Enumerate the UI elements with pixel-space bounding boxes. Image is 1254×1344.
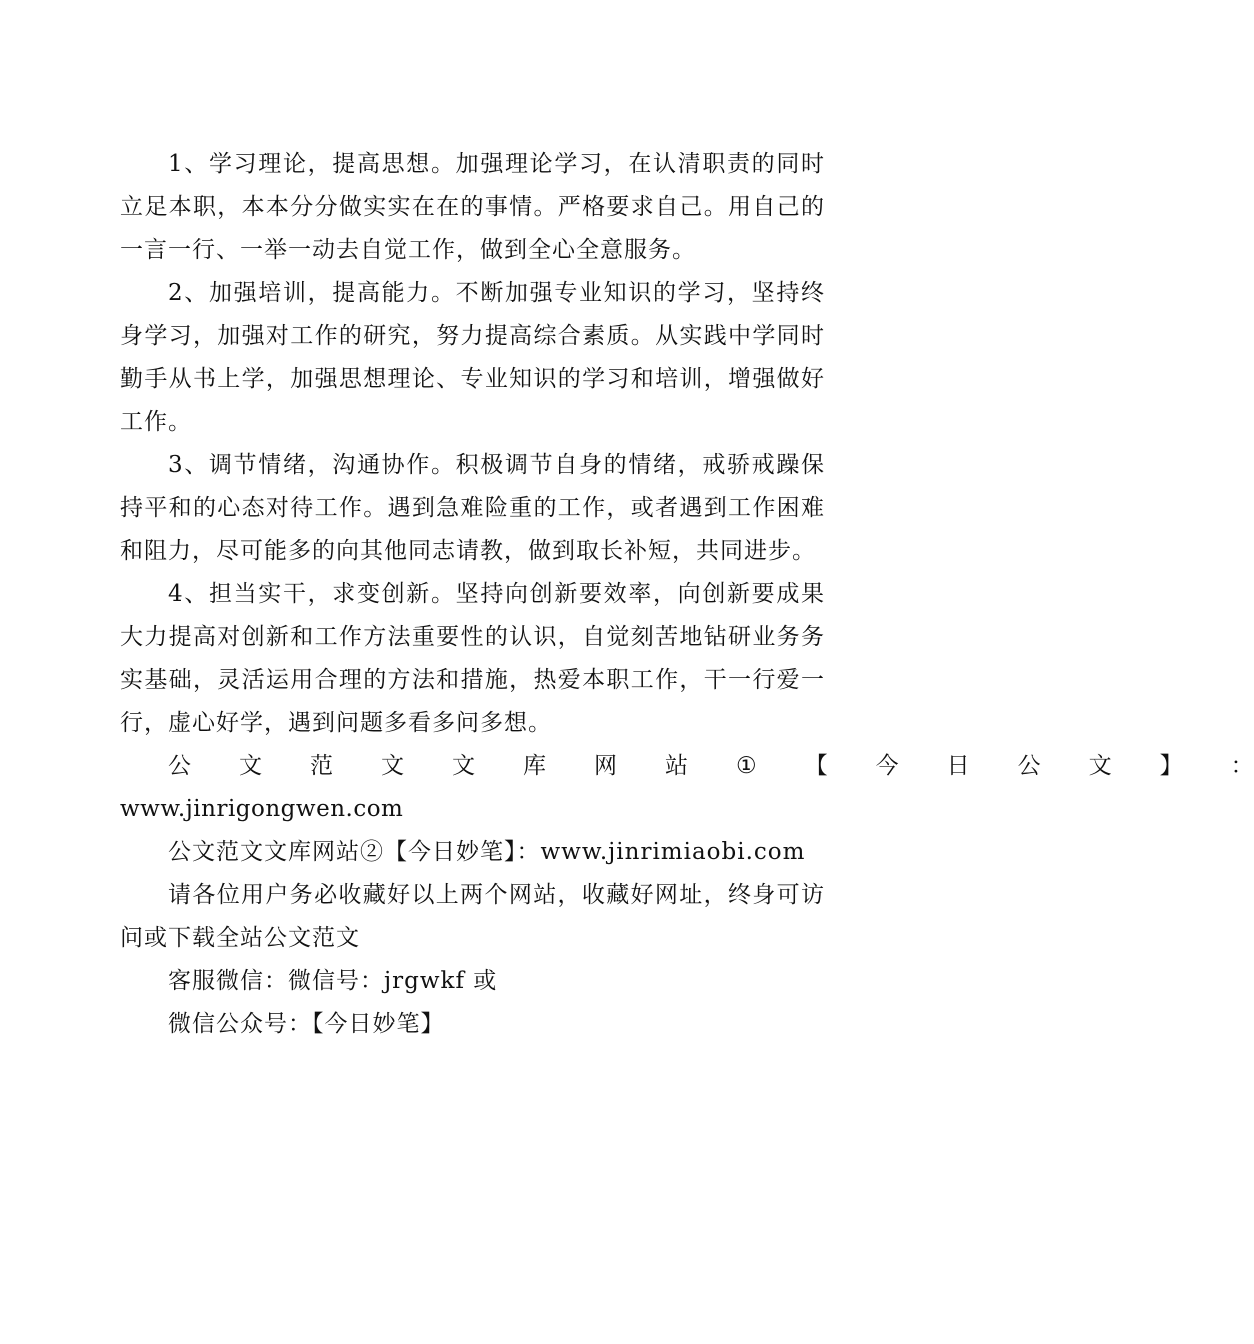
site1-char: 公 [1017, 753, 1041, 779]
site1-char: 库 [523, 753, 546, 779]
site1-char: 文 [381, 753, 404, 779]
public-account: 微信公众号：【今日妙笔】 [168, 1011, 445, 1037]
site1-char: ： [1230, 753, 1254, 779]
site1-char: 今 [875, 753, 899, 779]
site2-line: 公文范文文库网站②【今日妙笔】：www.jinrimiaobi.com [168, 839, 806, 865]
site1-char: 站 [665, 753, 688, 779]
site1-char: 】 [1159, 753, 1183, 779]
bookmark-notice: 请各位用户务必收藏好以上两个网站，收藏好网址，终身可访问或下载全站公文范文 [120, 882, 825, 951]
site1-char: ① [736, 753, 757, 779]
site1-char: 日 [946, 753, 970, 779]
site1-char: 公 [168, 753, 191, 779]
site1-char: 文 [239, 753, 262, 779]
paragraph-innovation: 4、担当实干，求变创新。坚持向创新要效率，向创新要成果大力提高对创新和工作方法重要性的认识，自觉刻苦地钻研业务务实基础，灵活运用合理的方法和措施，热爱本职工作，干一行爱一行，虚心好学，遇到问题多看多问多想。 [120, 581, 825, 736]
paragraph-strengthen-training: 2、加强培训，提高能力。不断加强专业知识的学习，坚持终身学习，加强对工作的研究，努力提高综合素质。从实践中学同时勤手从书上学，加强思想理论、专业知识的学习和培训，增强做好工作。 [120, 280, 825, 435]
paragraph-adjust-emotions: 3、调节情绪，沟通协作。积极调节自身的情绪，戒骄戒躁保持平和的心态对待工作。遇到急难险重的工作，或者遇到工作困难和阻力，尽可能多的向其他同志请教，做到取长补短，共同进步。 [120, 452, 825, 564]
site1-char: 网 [594, 753, 617, 779]
site1-char: 范 [310, 753, 333, 779]
site1-char: 文 [452, 753, 475, 779]
service-wechat: 客服微信：微信号：jrgwkf 或 [168, 968, 498, 994]
site1-char: 文 [1088, 753, 1112, 779]
site1-label [120, 745, 1254, 788]
paragraph-study-theory: 1、学习理论，提高思想。加强理论学习，在认清职责的同时立足本职，本本分分做实实在在的事情。严格要求自己。用自己的一言一行、一举一动去自觉工作，做到全心全意服务。 [120, 151, 825, 263]
document-body [120, 143, 1254, 1046]
site1-url: www.jinrigongwen.com [120, 796, 404, 822]
site1-char: 【 [804, 753, 828, 779]
